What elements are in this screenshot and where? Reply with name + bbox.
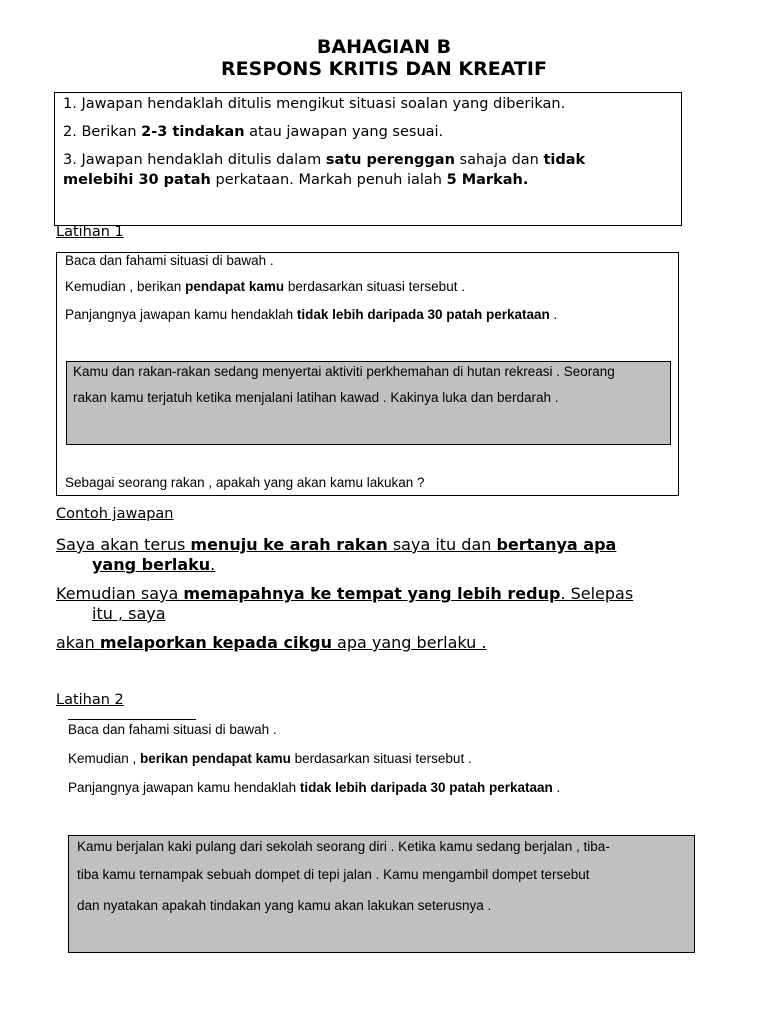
latihan-1-label: Latihan 1 <box>56 224 124 240</box>
latihan-1-box <box>56 252 679 496</box>
page-subtitle: RESPONS KRITIS DAN KREATIF <box>221 58 547 80</box>
contoh-answer-line-2: Kemudian saya memapahnya ke tempat yang lebih redup. Selepas <box>56 584 634 603</box>
latihan-2-situasi-1: Kamu berjalan kaki pulang dari sekolah seorang diri . Ketika kamu sedang berjalan , tiba- <box>77 839 610 854</box>
instruction-1: 1. Jawapan hendaklah ditulis mengikut situasi soalan yang diberikan. <box>63 96 566 112</box>
latihan-2-divider <box>68 719 196 720</box>
latihan-2-label: Latihan 2 <box>56 692 124 708</box>
contoh-answer-line-3: akan melaporkan kepada cikgu apa yang berlaku . <box>56 633 487 652</box>
latihan-2-line-2: Kemudian , berikan pendapat kamu berdasarkan situasi tersebut . <box>68 751 472 766</box>
instructions-box <box>54 92 682 226</box>
latihan-1-situasi-1: Kamu dan rakan-rakan sedang menyertai aktiviti perkhemahan di hutan rekreasi . Seorang <box>73 364 615 379</box>
instruction-3: 3. Jawapan hendaklah ditulis dalam satu perenggan sahaja dan tidak <box>63 152 586 168</box>
latihan-1-soalan: Sebagai seorang rakan , apakah yang akan kamu lakukan ? <box>65 475 425 490</box>
latihan-1-situasi-box <box>66 361 671 445</box>
instruction-2: 2. Berikan 2-3 tindakan atau jawapan yang sesuai. <box>63 124 444 140</box>
contoh-answer-line-1b: yang berlaku. <box>92 555 216 574</box>
instruction-3-cont: melebihi 30 patah perkataan. Markah penuh ialah 5 Markah. <box>63 172 529 188</box>
latihan-2-line-1: Baca dan fahami situasi di bawah . <box>68 722 277 737</box>
contoh-answer-line-1: Saya akan terus menuju ke arah rakan saya itu dan bertanya apa <box>56 535 617 554</box>
latihan-2-line-3: Panjangnya jawapan kamu hendaklah tidak lebih daripada 30 patah perkataan . <box>68 780 561 795</box>
latihan-1-line-3: Panjangnya jawapan kamu hendaklah tidak lebih daripada 30 patah perkataan . <box>65 307 558 322</box>
latihan-2-situasi-3: dan nyatakan apakah tindakan yang kamu akan lakukan seterusnya . <box>77 898 492 913</box>
latihan-1-situasi-2: rakan kamu terjatuh ketika menjalani latihan kawad . Kakinya luka dan berdarah . <box>73 390 559 405</box>
page-title: BAHAGIAN B <box>316 36 452 58</box>
contoh-answer-line-2b: itu , saya <box>92 604 166 623</box>
latihan-2-situasi-box <box>68 835 695 953</box>
contoh-jawapan-label: Contoh jawapan <box>56 506 174 522</box>
latihan-1-line-2: Kemudian , berikan pendapat kamu berdasarkan situasi tersebut . <box>65 279 465 294</box>
latihan-1-line-1: Baca dan fahami situasi di bawah . <box>65 253 274 268</box>
latihan-2-situasi-2: tiba kamu ternampak sebuah dompet di tepi jalan . Kamu mengambil dompet tersebut <box>77 867 590 882</box>
